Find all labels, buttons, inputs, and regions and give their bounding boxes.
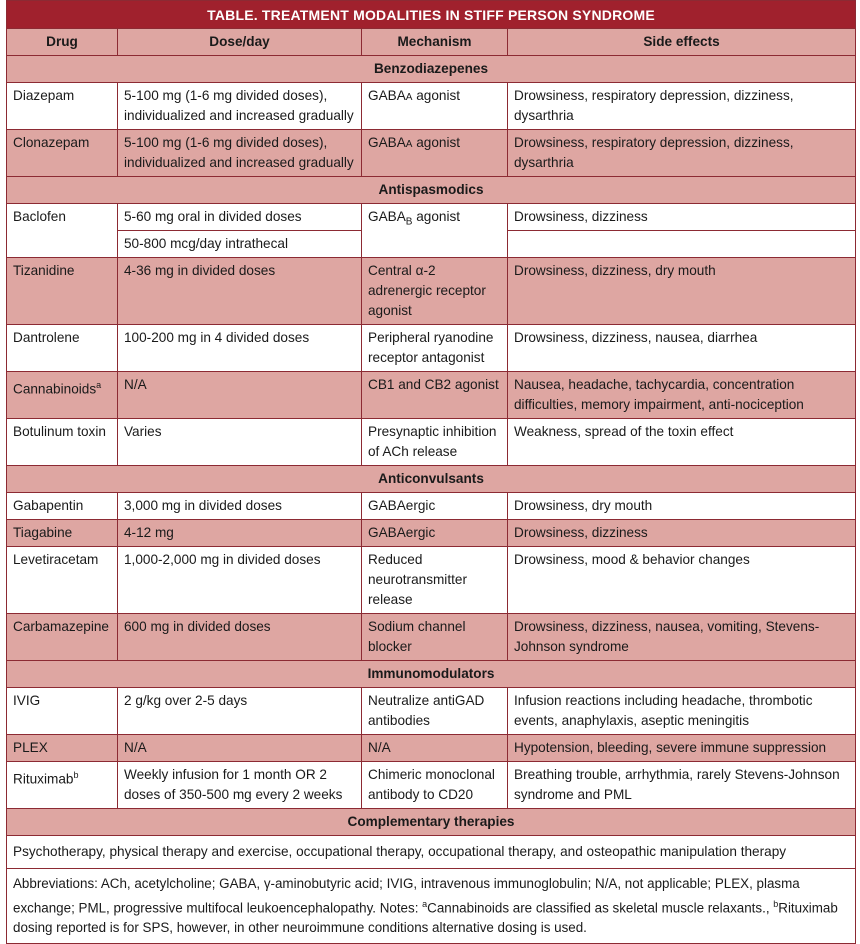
drug-name: Diazepam [13,88,75,103]
drug-name: Cannabinoids [13,381,97,397]
mechanism-cell: GABAA agonist [362,83,508,130]
table-row [7,258,856,325]
mechanism-cell: Sodium channel blocker [362,614,508,661]
mechanism-cell: Peripheral ryanodine receptor antagonist [362,325,508,372]
table-row [7,735,856,762]
dose-cell: 4-36 mg in divided doses [118,258,362,325]
section-row [7,56,856,83]
drug-name: Clonazepam [13,135,90,150]
dose-cell: 600 mg in divided doses [118,614,362,661]
drug-cell [7,493,118,520]
table-row [7,83,856,130]
drug-cell [7,520,118,547]
dose-cell: N/A [118,735,362,762]
side-effects-cell: Drowsiness, dizziness, dry mouth [508,258,856,325]
table-row [7,762,856,809]
side-effects-cell: Drowsiness, dizziness, nausea, diarrhea [508,325,856,372]
section-header: Antispasmodics [7,177,856,204]
side-effects-cell: Drowsiness, mood & behavior changes [508,547,856,614]
drug-name: Botulinum toxin [13,424,106,439]
drug-cell [7,735,118,762]
table-row [7,836,856,869]
table-row [7,688,856,735]
drug-name: Gabapentin [13,498,84,513]
drug-name: Levetiracetam [13,552,99,567]
dose-cell: 3,000 mg in divided doses [118,493,362,520]
dose-cell: 5-100 mg (1-6 mg divided doses), individualized and increased gradually [118,83,362,130]
drug-cell [7,419,118,466]
drug-cell [7,258,118,325]
drug-cell [7,204,118,258]
dose-cell: 1,000-2,000 mg in divided doses [118,547,362,614]
mechanism-cell: GABAA agonist [362,130,508,177]
table-row [7,372,856,419]
table-row [7,520,856,547]
table-row [7,204,856,231]
dose-cell: 5-100 mg (1-6 mg divided doses), individualized and increased gradually [118,130,362,177]
column-header-drug: Drug [7,29,118,56]
drug-cell [7,325,118,372]
side-effects-cell: Nausea, headache, tachycardia, concentration difficulties, memory impairment, anti-nociception [508,372,856,419]
drug-cell [7,614,118,661]
footnotes: Abbreviations: ACh, acetylcholine; GABA, γ-aminobutyric acid; IVIG, intravenous immunoglobulin; N/A, not applicable; PLEX, plasma exchange; PML, progressive multifocal leukoencephalopathy. Notes: $^a$Cannabinoids are classified as skeletal muscle relaxants., $^b$Rituximab dosing reported is for SPS, however, in other neuroimmune conditions alternative dosing is used. [7,869,856,944]
dose-cell: 2 g/kg over 2-5 days [118,688,362,735]
mechanism-cell: $GABA_B$ agonist [362,204,508,258]
drug-name: IVIG [13,693,41,708]
drug-cell [7,762,118,809]
drug-name: Baclofen [13,209,66,224]
complementary-text: Psychotherapy, physical therapy and exercise, occupational therapy, occupational therapy, and osteopathic manipulation therapy [7,836,856,869]
side-effects-cell: Hypotension, bleeding, severe immune suppression [508,735,856,762]
side-effects-cell: Drowsiness, respiratory depression, dizziness, dysarthria [508,83,856,130]
section-header: Immunomodulators [7,661,856,688]
mechanism-cell: Chimeric monoclonal antibody to CD20 [362,762,508,809]
table-row [7,419,856,466]
drug-cell [7,547,118,614]
dose-cell: Varies [118,419,362,466]
side-effects-cell: Drowsiness, dizziness [508,520,856,547]
column-header-side-effects: Side effects [508,29,856,56]
mechanism-cell: Reduced neurotransmitter release [362,547,508,614]
section-row [7,177,856,204]
dose-cell: Weekly infusion for 1 month OR 2 doses of 350-500 mg every 2 weeks [118,762,362,809]
footnote-marker: a [96,380,102,390]
mechanism-cell: Central α-2 adrenergic receptor agonist [362,258,508,325]
drug-name: PLEX [13,740,48,755]
column-header-dose: Dose/day [118,29,362,56]
dose-cell: 50-800 mcg/day intrathecal [118,231,362,258]
table-row [7,493,856,520]
dose-cell: 100-200 mg in 4 divided doses [118,325,362,372]
side-effects-cell: Infusion reactions including headache, thrombotic events, anaphylaxis, aseptic meningitis [508,688,856,735]
side-effects-cell: Drowsiness, respiratory depression, dizziness, dysarthria [508,130,856,177]
dose-cell: 4-12 mg [118,520,362,547]
section-row [7,466,856,493]
mechanism-cell: Neutralize antiGAD antibodies [362,688,508,735]
section-header: Benzodiazepenes [7,56,856,83]
drug-name: Tizanidine [13,263,75,278]
side-effects-cell: Weakness, spread of the toxin effect [508,419,856,466]
table-row [7,325,856,372]
drug-cell [7,688,118,735]
section-row [7,661,856,688]
section-row [7,809,856,836]
footnote-marker: b [73,770,79,780]
side-effects-cell: Drowsiness, dizziness [508,204,856,231]
side-effects-cell: Drowsiness, dry mouth [508,493,856,520]
table-row [7,130,856,177]
column-header-mechanism: Mechanism [362,29,508,56]
section-header: Anticonvulsants [7,466,856,493]
drug-cell [7,372,118,419]
side-effects-cell: Drowsiness, dizziness, nausea, vomiting, Stevens-Johnson syndrome [508,614,856,661]
drug-name: Rituximab [13,771,74,787]
treatment-table [6,0,856,944]
mechanism-cell: N/A [362,735,508,762]
table-row [7,614,856,661]
drug-name: Tiagabine [13,525,73,540]
dose-cell: N/A [118,372,362,419]
mechanism-cell: GABAergic [362,493,508,520]
mechanism-cell: GABAergic [362,520,508,547]
notes-row [7,869,856,944]
table-title: TABLE. TREATMENT MODALITIES IN STIFF PERSON SYNDROME [7,1,856,29]
section-header: Complementary therapies [7,809,856,836]
dose-cell: 5-60 mg oral in divided doses [118,204,362,231]
mechanism-cell: CB1 and CB2 agonist [362,372,508,419]
drug-name: Dantrolene [13,330,80,345]
side-effects-cell [508,231,856,258]
drug-cell [7,130,118,177]
mechanism-cell: Presynaptic inhibition of ACh release [362,419,508,466]
table-row [7,547,856,614]
drug-cell [7,83,118,130]
side-effects-cell: Breathing trouble, arrhythmia, rarely Stevens-Johnson syndrome and PML [508,762,856,809]
drug-name: Carbamazepine [13,619,109,634]
